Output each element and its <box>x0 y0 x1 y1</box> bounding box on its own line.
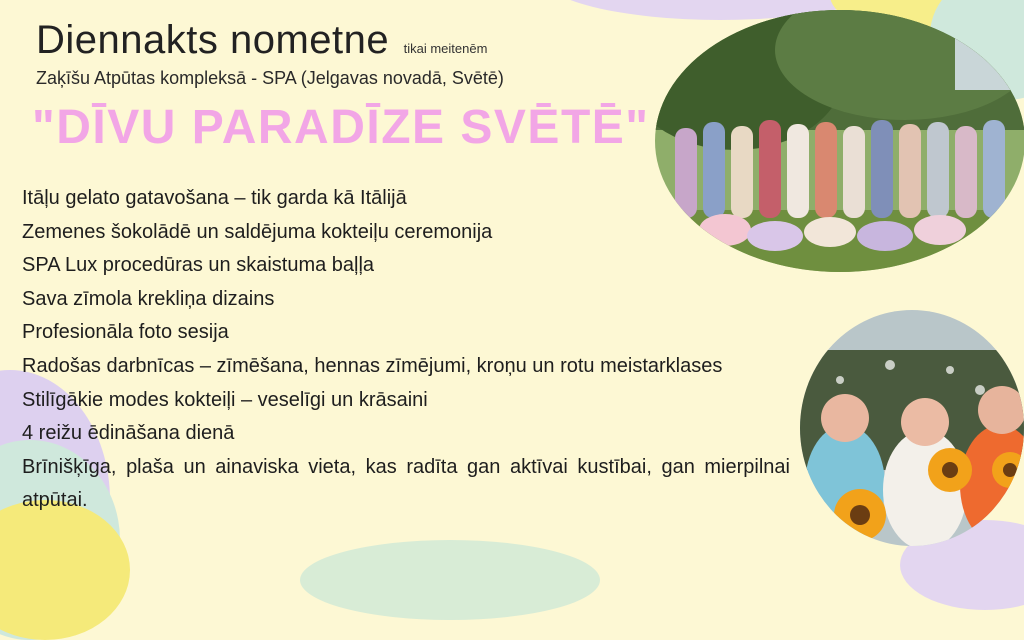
feature-item: SPA Lux procedūras un skaistuma baļļa <box>22 254 375 277</box>
feature-item: Profesionāla foto sesija <box>22 321 229 344</box>
title-row <box>36 18 487 63</box>
feature-item: Stilīgākie modes kokteiļi – veselīgi un krāsaini <box>22 388 428 411</box>
decor-blob-mint-bottom <box>300 540 600 620</box>
group-photo <box>655 10 1024 272</box>
page-title: Diennakts nometne <box>36 18 390 62</box>
title-note: tikai meitenēm <box>403 41 488 56</box>
feature-list <box>22 182 790 518</box>
feature-item: Sava zīmola krekliņa dizains <box>22 287 275 310</box>
bubbles-photo <box>800 310 1024 546</box>
feature-item: Zemenes šokolādē un saldējuma kokteiļu ceremonija <box>22 220 493 243</box>
feature-item: 4 reižu ēdināšana dienā <box>22 422 235 445</box>
feature-item: Radošas darbnīcas – zīmēšana, hennas zīmējumi, kroņu un rotu meistarklases <box>22 354 723 377</box>
location-subtitle: Zaķīšu Atpūtas kompleksā - SPA (Jelgavas novadā, Svētē) <box>36 68 504 88</box>
camp-headline: "DĪVU PARADĪZE SVĒTĒ" <box>32 101 650 154</box>
feature-item: Brīnišķīga, plaša un ainaviska vieta, kas radīta gan aktīvai kustībai, gan mierpilnai atpūtai. <box>22 455 790 512</box>
feature-item: Itāļu gelato gatavošana – tik garda kā Itālijā <box>22 187 407 209</box>
